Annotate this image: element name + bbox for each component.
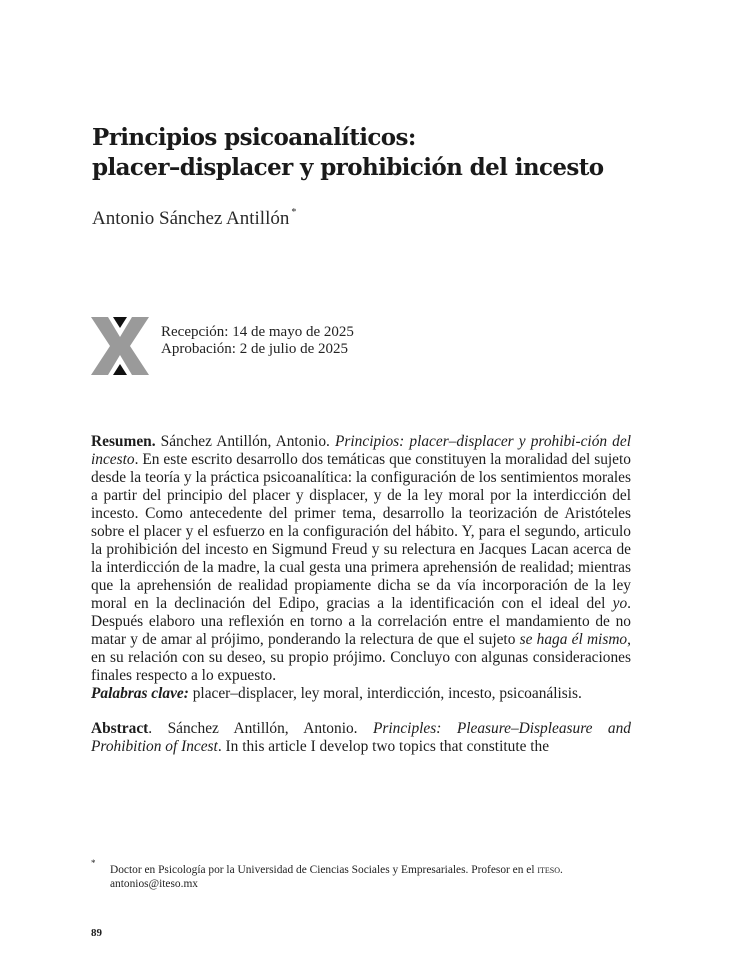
x-journal-logo-icon bbox=[91, 317, 149, 375]
resumen-text-3: , en su relación con su deseo, su propio prójimo. Concluyo con algunas consideraciones finales respecto a lo expuesto. bbox=[91, 631, 631, 684]
received-date: Recepción: 14 de mayo de 2025 bbox=[161, 324, 354, 340]
abstract-paragraph bbox=[91, 720, 631, 756]
resumen-text-1: . En este escrito desarrollo dos temáticas que constituyen la moralidad del sujeto desde la teoría y la práctica psicoanalítica: la configuración de los sentimientos morales a partir del principio del placer y displacer, y de la ley moral por la interdicción del incesto. Como antecedente del primer tema, desarrollo la teorización de Aristóteles sobre el placer y el esfuerzo en la configuración del hábito. Y, para el segundo, articulo la prohibición del incesto en Sigmund Freud y su relectura en Jacques Lacan acerca de la interdicción de la madre, la cual gesta una primera aprehensión de realidad; mientras que la aprehensión de realidad propiamente dicha se da vía incorporación de la ley moral en la declinación del Edipo, gracias a la identificación con el ideal del bbox=[91, 451, 631, 612]
title-line-2: placer–displacer y prohibición del incesto bbox=[92, 154, 604, 181]
abstract-title-ref: Principles: Pleasure–Displeasure and Prohibition of Incest bbox=[91, 720, 632, 755]
footnote-text: Doctor en Psicología por la Universidad de Ciencias Sociales y Empresariales. Profesor en el bbox=[110, 864, 538, 876]
abstract-dot: . bbox=[148, 720, 153, 737]
footnote-end: . bbox=[560, 864, 563, 876]
footnote-iteso: iteso bbox=[537, 864, 561, 876]
approved-date: Aprobación: 2 de julio de 2025 bbox=[161, 341, 349, 357]
resumen-haga: se haga él mismo bbox=[519, 631, 628, 648]
abstract-label: Abstract bbox=[91, 720, 149, 737]
resumen-title-ref: Principios: placer–displacer y prohibi-ción del incesto bbox=[91, 433, 631, 468]
keywords-text: placer–displacer, ley moral, interdicción, incesto, psicoanálisis. bbox=[188, 685, 582, 702]
paragraph-gap bbox=[91, 703, 631, 720]
footnote-line-1 bbox=[110, 863, 635, 877]
author-line bbox=[92, 208, 296, 230]
resumen-label: Resumen. bbox=[91, 433, 156, 450]
keywords-label: Palabras clave: bbox=[91, 685, 189, 702]
footnote-mark: * bbox=[91, 858, 96, 868]
keywords-paragraph bbox=[91, 685, 631, 703]
reception-dates bbox=[161, 324, 354, 358]
resumen-paragraph bbox=[91, 433, 631, 685]
resumen-text-2: . Después elaboro una reflexión en torno a la correlación entre el mandamiento de no matar y de amar al prójimo, ponderando la relectura de que el sujeto bbox=[91, 595, 631, 648]
abstract-text: . In this article I develop two topics that constitute the bbox=[217, 738, 550, 755]
page-number: 89 bbox=[91, 927, 102, 939]
resumen-author-ref: Sánchez Antillón, Antonio. bbox=[155, 433, 336, 450]
abstract-author-ref: Sánchez Antillón, Antonio. bbox=[152, 720, 373, 737]
footnote bbox=[110, 863, 635, 891]
author-name: Antonio Sánchez Antillón bbox=[92, 208, 290, 229]
article-title bbox=[92, 123, 692, 183]
footnote-email: antonios@iteso.mx bbox=[110, 878, 199, 890]
resumen-yo: yo bbox=[612, 595, 628, 612]
title-line-1: Principios psicoanalíticos: bbox=[92, 124, 416, 151]
author-footnote-mark: * bbox=[291, 206, 297, 218]
abstract-section bbox=[91, 433, 631, 756]
